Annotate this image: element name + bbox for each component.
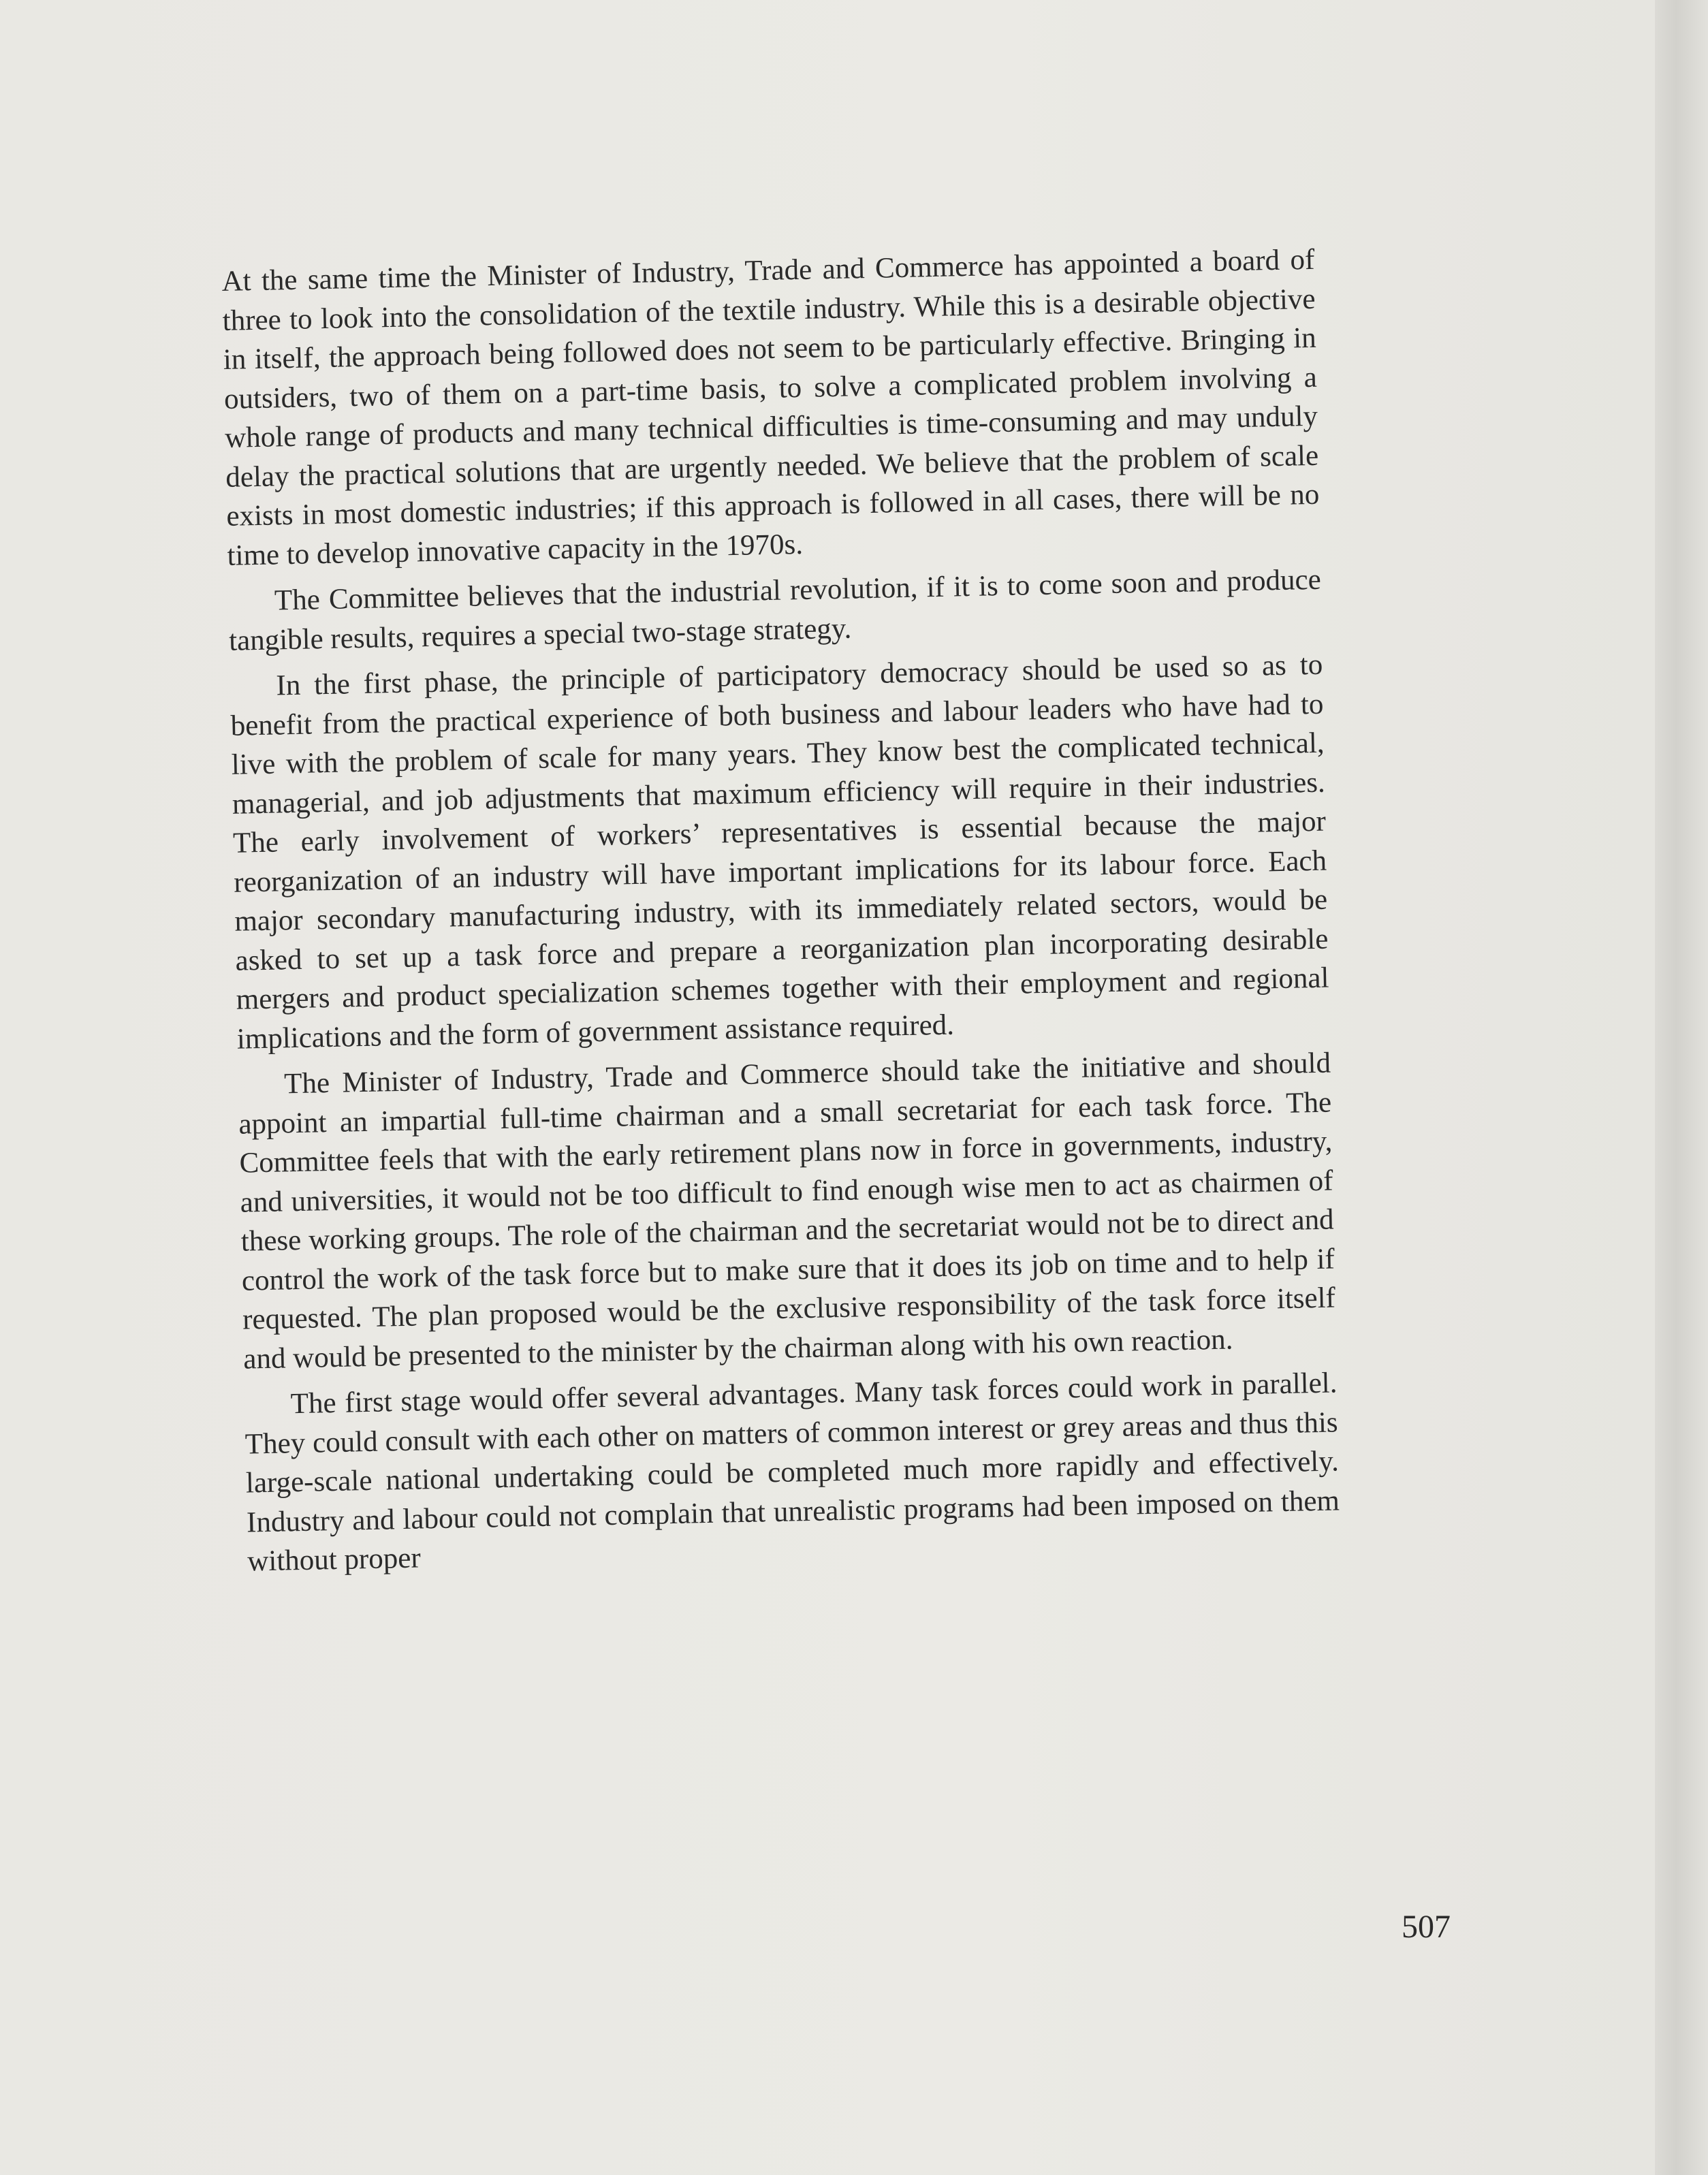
paragraph-5: The first stage would offer several advantages. Many task forces could work in parallel. They could consult with each other on matters of common interest or grey areas and thus this large-scale national undertaking could be completed much more rapidly and effectively. Industry and labour could not complain that unrealistic programs had been imposed on them without proper [244,1367,1340,1578]
paragraph-4: The Minister of Industry, Trade and Commerce should take the initiative and should appoint an impartial full-time chairman and a small secretariat for each task force. The Committee feels that with the early retirement plans now in force in governments, industry, and universities, it would not be too difficult to find enough wise men to act as chairmen of these working groups. The role of the chairman and the secretariat would not be to direct and control the work of the task force but to make sure that it does its job on time and to help if requested. The plan proposed would be the exclusive responsibility of the task force itself and would be presented to the minister by the chairman along with his own reaction. [238,1047,1336,1376]
paragraph-1: At the same time the Minister of Industry, Trade and Commerce has appointed a board of three to look into the consolidation of the textile industry. While this is a desirable objective in itself, the approach being followed does not seem to be particularly effective. Bringing in outsiders, two of them on a part-time basis, to solve a complicated problem involving a whole range of products and many technical difficulties is time-consuming and may unduly delay the practical solutions that are urgently needed. We believe that the problem of scale exists in most domestic industries; if this approach is followed in all cases, there will be no time to develop innovative capacity in the 1970s. [221,243,1320,572]
paragraph-2: The Committee believes that the industrial revolution, if it is to come soon and produce tangible results, requires a special two-stage strategy. [228,563,1322,657]
page-edge [1655,0,1708,2175]
body-text [221,240,1341,1588]
page-number: 507 [1402,1909,1451,1945]
paragraph-3: In the first phase, the principle of participatory democracy should be used so as to benefit from the practical experience of both business and labour leaders who have had to live with the problem of scale for many years. They know best the complicated technical, managerial, and job adjustments that maximum efficiency will require in their industries. The early involvement of workers’ representatives is essential because the major reorganization of an industry will have important implications for its labour force. Each major secondary manufacturing industry, with its immediately related sectors, would be asked to set up a task force and prepare a reorganization plan incorporating desirable mergers and product specialization schemes together with their employment and regional implications and the form of government assistance required. [230,648,1329,1055]
